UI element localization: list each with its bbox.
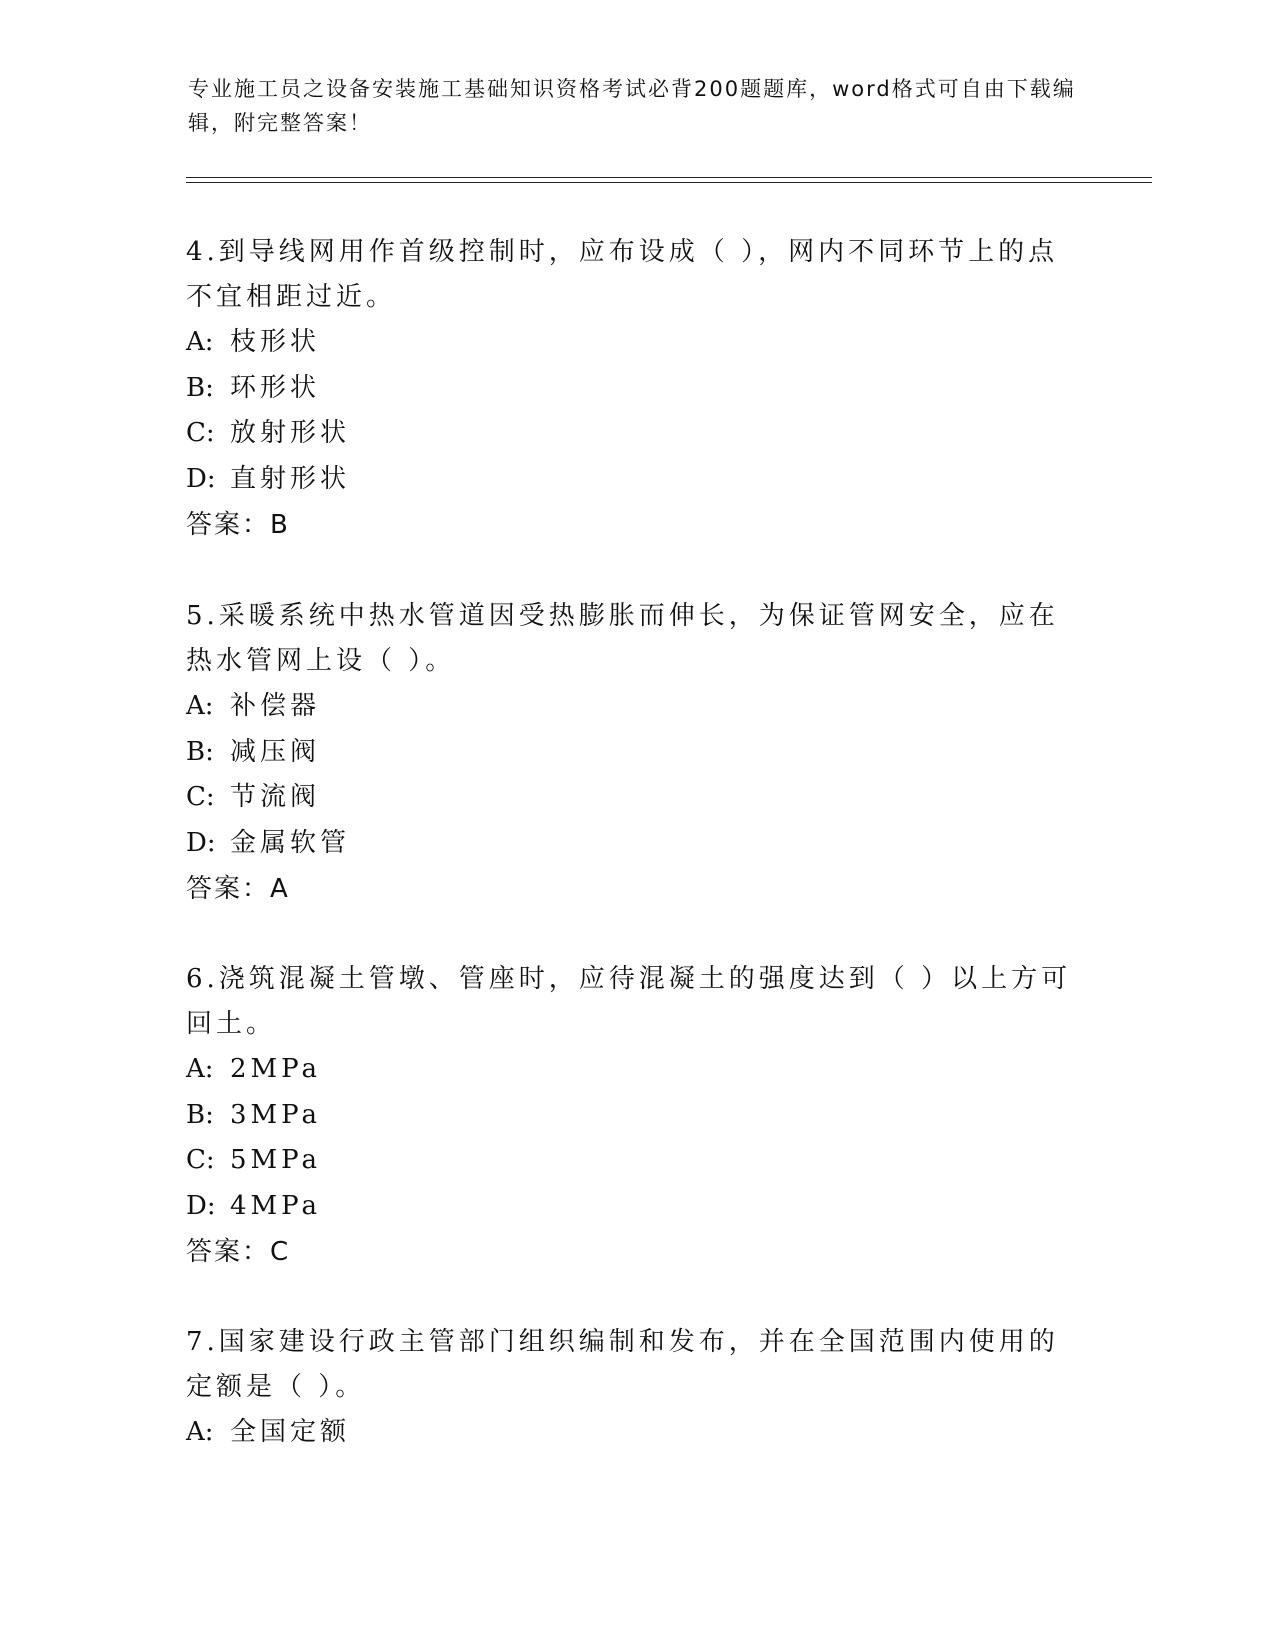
question-stem: 6.浇筑混凝土管墩、管座时，应待混凝土的强度达到（ ）以上方可回土。 bbox=[186, 964, 1072, 1039]
option-b bbox=[186, 366, 1086, 412]
option-text: 4MPa bbox=[230, 1190, 321, 1221]
option-text: 5MPa bbox=[230, 1145, 321, 1175]
option-letter: A: bbox=[186, 691, 214, 721]
option-a bbox=[186, 320, 1086, 366]
option-b bbox=[186, 730, 1086, 776]
option-text: 减压阀 bbox=[230, 736, 321, 767]
document-header: 专业施工员之设备安装施工基础知识资格考试必背200题题库，word格式可自由下载编辑，附完整答案！ bbox=[188, 77, 1076, 135]
question-4 bbox=[186, 230, 1086, 548]
option-d bbox=[186, 457, 1086, 503]
option-a bbox=[186, 1047, 1086, 1093]
question-stem: 7.国家建设行政主管部门组织编制和发布，并在全国范围内使用的定额是（ ）。 bbox=[186, 1327, 1059, 1402]
option-letter: D: bbox=[186, 463, 216, 494]
option-letter: C: bbox=[186, 1145, 215, 1175]
option-text: 环形状 bbox=[230, 372, 321, 403]
question-stem: 4.到导线网用作首级控制时，应布设成（ ），网内不同环节上的点不宜相距过近。 bbox=[186, 237, 1059, 312]
option-text: 2MPa bbox=[230, 1054, 321, 1084]
option-text: 放射形状 bbox=[230, 418, 351, 448]
option-letter: A: bbox=[186, 1417, 214, 1447]
option-letter: B: bbox=[186, 1099, 214, 1130]
option-letter: D: bbox=[186, 827, 216, 858]
option-d bbox=[186, 821, 1086, 867]
option-a bbox=[186, 1410, 1086, 1456]
option-a bbox=[186, 684, 1086, 730]
answer-label: 答案：A bbox=[186, 874, 290, 904]
option-letter: C: bbox=[186, 782, 215, 812]
option-text: 直射形状 bbox=[230, 463, 351, 494]
question-6 bbox=[186, 957, 1086, 1275]
option-letter: C: bbox=[186, 418, 215, 448]
question-stem: 5.采暖系统中热水管道因受热膨胀而伸长，为保证管网安全，应在热水管网上设（ ）。 bbox=[186, 601, 1059, 676]
header-divider-bottom bbox=[186, 182, 1152, 183]
question-5 bbox=[186, 594, 1086, 912]
option-text: 金属软管 bbox=[230, 827, 351, 858]
option-letter: D: bbox=[186, 1190, 216, 1221]
option-c bbox=[186, 411, 1086, 457]
option-letter: B: bbox=[186, 372, 214, 403]
option-letter: A: bbox=[186, 1054, 214, 1084]
option-c bbox=[186, 1138, 1086, 1184]
option-text: 3MPa bbox=[230, 1099, 321, 1130]
option-text: 枝形状 bbox=[230, 327, 321, 357]
option-d bbox=[186, 1184, 1086, 1230]
answer-label: 答案：B bbox=[186, 510, 290, 540]
option-letter: B: bbox=[186, 736, 214, 767]
option-c bbox=[186, 775, 1086, 821]
option-letter: A: bbox=[186, 327, 214, 357]
option-text: 补偿器 bbox=[230, 691, 321, 721]
option-b bbox=[186, 1093, 1086, 1139]
answer-label: 答案：C bbox=[186, 1237, 291, 1267]
question-7 bbox=[186, 1320, 1086, 1456]
option-text: 节流阀 bbox=[230, 782, 321, 812]
header-divider-top bbox=[186, 177, 1152, 178]
option-text: 全国定额 bbox=[230, 1417, 351, 1447]
